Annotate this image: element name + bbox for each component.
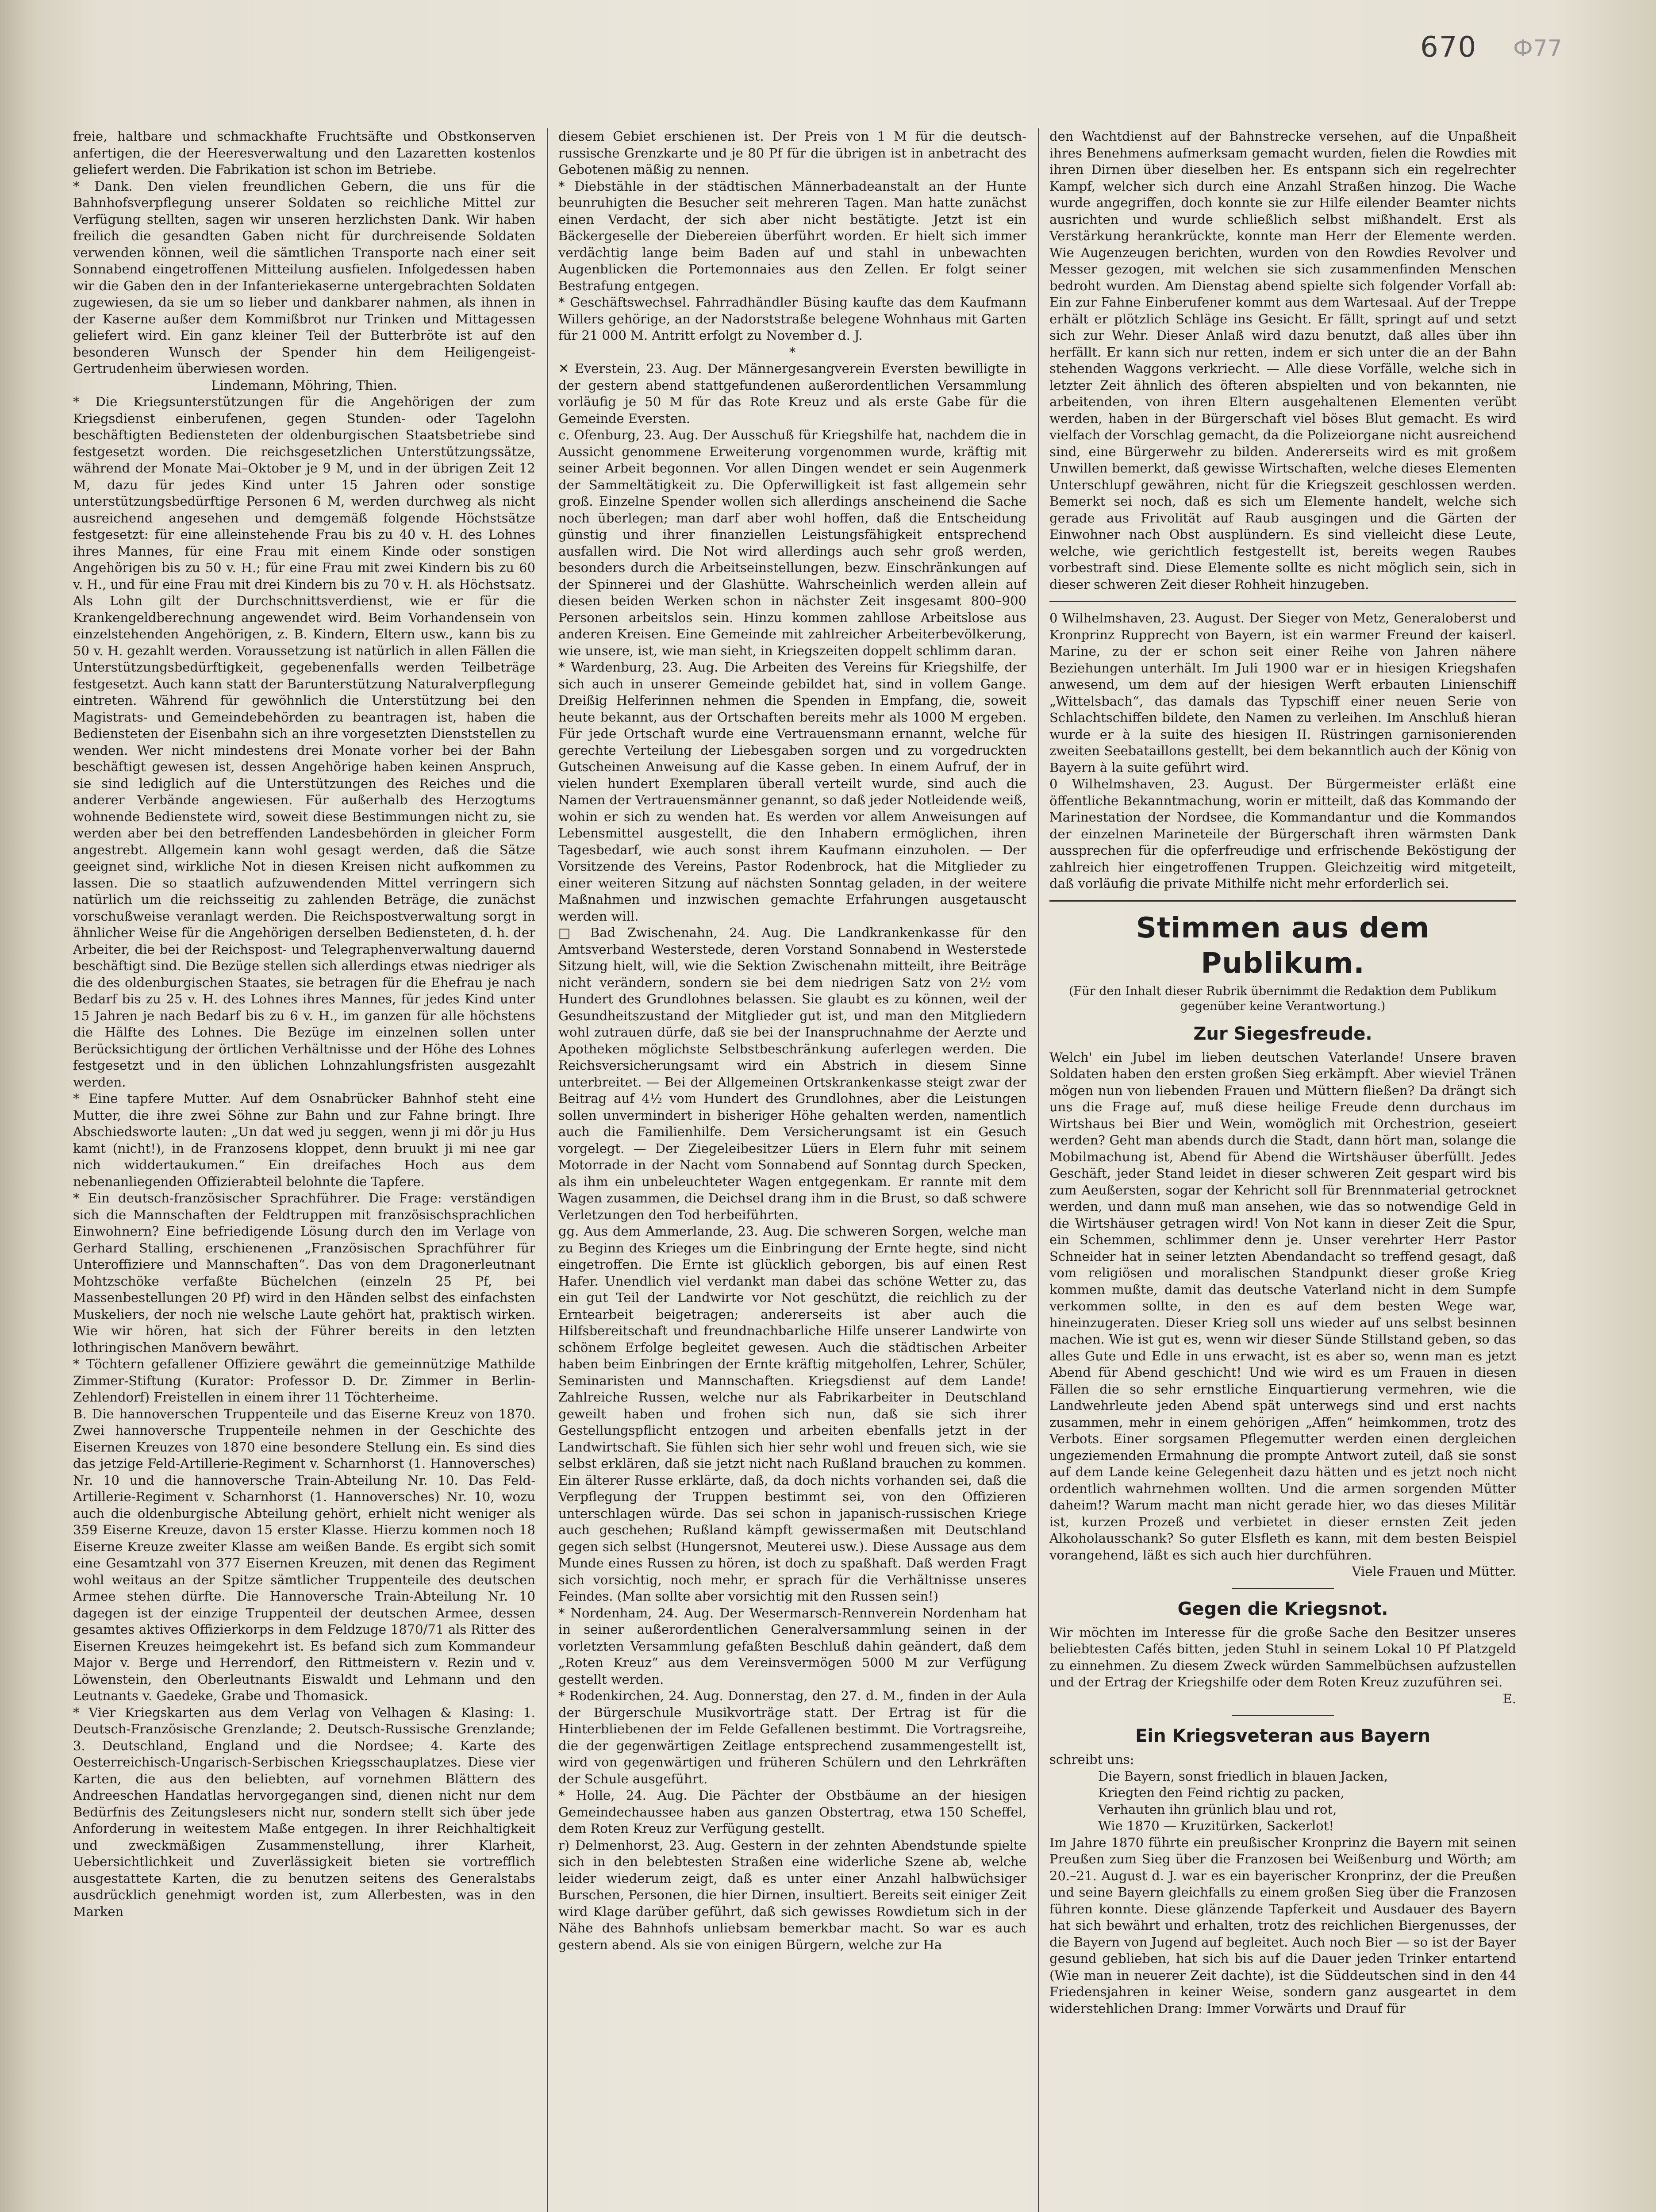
article-paragraph: c. Ofenburg, 23. Aug. Der Ausschuß für Kriegshilfe hat, nachdem die in Aussicht genommene Erweiterung vorgenommen wurde, kräftig mit seiner Arbeit begonnen. Vor allen Dingen wendet er sein Augenmerk der Sammeltätigkeit zu. Die Opferwilligkeit ist fast allgemein sehr groß. Einzelne Spender wollen sich allerdings anscheinend die Sache noch überlegen; man darf aber wohl hoffen, daß die Entscheidung günstig und ihrer finanziellen Leistungsfähigkeit entsprechend ausfallen wird. Die Not wird allerdings auch sehr groß werden, besonders durch die Arbeitseinstellungen, bezw. Einschränkungen auf der Spinnerei und der Glashütte. Wahrscheinlich werden allein auf diesen beiden Werken schon in nächster Zeit insgesamt 800–900 Personen arbeitslos sein. Hinzu kommen zahllose Arbeitslose aus anderen Kreisen. Eine Gemeinde mit zahlreicher Arbeiterbevölkerung, wie unsere, ist, wie man sieht, in Kriegszeiten doppelt schlimm daran. (558, 427, 1026, 658)
article-paragraph: diesem Gebiet erschienen ist. Der Preis von 1 M für die deutsch-russische Grenzkarte und je 80 Pf für die übrigen ist in anbetracht des Gebotenen mäßig zu nennen. (558, 129, 1026, 177)
article-paragraph: * Rodenkirchen, 24. Aug. Donnerstag, den 27. d. M., finden in der Aula der Bürgerschule Musikvorträge statt. Der Ertrag ist für die Hinterbliebenen der im Felde Gefallenen bestimmt. Die Vortragsreihe, die der gegenwärtigen Zeitlage entsprechend zusammengestellt ist, wird von gegenwärtigen und früheren Schülern und den Lehrkräften der Schule ausgeführt. (558, 1688, 1026, 1786)
poem-line: Die Bayern, sonst friedlich in blauen Jacken, (1098, 1768, 1388, 1784)
page-gutter-shadow (0, 0, 40, 2212)
article-paragraph: □ Bad Zwischenahn, 24. Aug. Die Landkrankenkasse für den Amtsverband Westerstede, deren Vorstand Sonnabend in Westerstede Sitzung hielt, will, wie die Sektion Zwischenahn mitteilt, ihre Beiträge nicht verändern, sondern sie bei dem niedrigen Satz von 2½ vom Hundert des Grundlohnes belassen. Sie glaubt es zu können, weil der Gesundheitszustand der Mitglieder gut ist, und man den Mitgliedern wohl zutrauen dürfe, daß sie bei der Inanspruchnahme der Aerzte und Apotheken möglichste Selbstbeschränkung auferlegen werden. Die Reichsversicherungsamt wird ein Abstrich in diesem Sinne unterbreitet. — Bei der Allgemeinen Ortskrankenkasse steigt zwar der Beitrag auf 4½ vom Hundert des Grundlohnes, aber die Leistungen sollen unvermindert in bisheriger Höhe gehalten werden, namentlich auch die Familienhilfe. Dem Versicherungsamt ist ein Gesuch vorgelegt. — Der Ziegeleibesitzer Lüers in Elern fuhr mit seinem Motorrade in der Nacht vom Sonnabend auf Sonntag durch Specken, als ihm ein unbeleuchteter Wagen entgegenkam. Er rannte mit dem Wagen zusammen, die Deichsel drang ihm in die Brust, so daß schwere Verletzungen den Tod herbeiführten. (558, 925, 1026, 1222)
article-paragraph: * Ein deutsch-französischer Sprachführer. Die Frage: verständigen sich die Mannschaften der Feldtruppen mit französischsprachlichen Einwohnern? Eine befriedigende Lösung durch den im Verlage von Gerhard Stalling, erschienenen „Französischen Sprachführer für Unteroffiziere und Mannschaften“. Das von dem Dragonerleutnant Mohtzschöke verfaßte Büchelchen (einzeln 25 Pf, bei Massenbestellungen 20 Pf) wird in den Händen selbst des einfachsten Muskeliers, der noch nie welsche Laute gehört hat, praktisch wirken. Wie wir hören, hat sich der Führer bereits in den letzten lothringischen Manövern bewährt. (73, 1190, 535, 1355)
article-paragraph: * Eine tapfere Mutter. Auf dem Osnabrücker Bahnhof steht eine Mutter, die ihre zwei Söhne zur Bahn und zur Fahne bringt. Ihre Abschiedsworte lauten: „Un dat wed ju seggen, wenn ji mi dör ju Hus kamt (nicht!), in de Franzosens kloppet, denn bruukt ji mi nee gar nich widdertaukumen.“ Ein dreifaches Hoch aus dem nebenanliegenden Offizierabteil belohnte die Tapfere. (73, 1091, 535, 1189)
section-divider (1049, 900, 1516, 902)
article-paragraph: den Wachtdienst auf der Bahnstrecke versehen, auf die Unpaßheit ihres Benehmens aufmerksam gemacht wurden, fielen die Rowdies mit ihren Dirnen über dieselben her. Es entspann sich ein regelrechter Kampf, welcher sich durch eine Anzahl Straßen hinzog. Die Wache wurde angegriffen, doch konnte sie zur Hilfe eilender Beamter nichts ausrichten und wurde schließlich selbst mißhandelt. Erst als Verstärkung herankrückte, konnte man Herr der Elemente werden. Wie Augenzeugen berichten, wurden von den Rowdies Revolver und Messer gezogen, mit welchen sie sich zusammenfinden Menschen bedroht wurden. Am Dienstag abend spielte sich folgender Vorfall ab: Ein zur Fahne Einberufener kommt aus dem Wartesaal. Auf der Treppe erhält er plötzlich Schläge ins Gesicht. Er fällt, springt auf und setzt sich zur Wehr. Dieser Anlaß wird dazu benutzt, daß alles über ihn herfällt. Er kann sich nur retten, indem er sich unter die an der Bahn stehenden Waggons verkriecht. — Alle diese Vorfälle, welche sich in letzter Zeit ähnlich des öfteren abspielten und von bekannten, nie arbeitenden, von ihren Eltern ausgehaltenen Elementen verübt werden, haben in der Bürgerschaft viel böses Blut gemacht. Es wird vielfach der Vorschlag gemacht, da die Polizeiorgane nicht ausreichend sind, eine Bürgerwehr zu bilden. Andererseits wird es mit großem Unwillen bemerkt, daß gewisse Wirtschaften, welche dieses Elementen Unterschlupf gewähren, nicht für die Kriegszeit geschlossen werden. Bemerkt sei noch, daß es sich um Elemente handelt, welche sich gerade aus Frivolität auf Raub ausgingen und die Gärten der Einwohner nach Obst ausplündern. Es sind vielleicht diese Leute, welche, wie gerichtlich festgestellt ist, bereits wegen Raubes vorbestraft sind. Diese Elemente sollte es nicht möglich sein, sich in dieser schweren Zeit dieser Rohheit hinzugeben. (1049, 129, 1516, 592)
letter-divider (1232, 1588, 1334, 1589)
article-paragraph: r) Delmenhorst, 23. Aug. Gestern in der zehnten Abendstunde spielte sich in den belebtesten Straßen eine widerliche Szene ab, welche leider wiederum zeigt, daß es unter einer Anzahl halbwüchsiger Burschen, Personen, die hier Dirnen, insultiert. Bereits seit einiger Zeit wird Klage darüber geführt, daß sich gewisses Rowdietum sich in der Nähe des Bahnhofs unliebsam bemerkbar macht. So war es auch gestern abend. Als sie von einigen Bürgern, welche zur Ha (558, 1837, 1026, 1952)
poem-line: Kriegten den Feind richtig zu packen, (1098, 1785, 1345, 1800)
article-paragraph: * Diebstähle in der städtischen Männerbadeanstalt an der Hunte beunruhigten die Besucher seit mehreren Tagen. Man hatte zunächst einen Verdacht, der sich aber nicht bestätigte. Jetzt ist ein Bäckergeselle der Diebereien überführt worden. Er hielt sich immer verdächtig lange beim Baden auf und stahl in unbewachten Augenblicken die Portemonnaies aus den Zellen. Er folgt seiner Bestrafung entgegen. (558, 178, 1026, 293)
article-paragraph: ✕ Everstein, 23. Aug. Der Männergesangverein Eversten bewilligte in der gestern abend stattgefundenen außerordentlichen Versammlung vorläufig je 50 M für das Rote Kreuz und als erste Gabe für die Gemeinde Eversten. (558, 361, 1026, 426)
column-rule-right (1038, 128, 1039, 2212)
article-paragraph: * Dank. Den vielen freundlichen Gebern, die uns für die Bahnhofsverpflegung unserer Soldaten so reichliche Mittel zur Verfügung stellten, sagen wir unseren herzlichsten Dank. Wir haben freilich die gesandten Gaben nicht für durchreisende Soldaten verwenden können, weil die sämtlichen Transporte nach einer seit Sonnabend eingetroffenen Mitteilung ausfielen. Infolgedessen haben wir die Gaben den in der Infanteriekaserne untergebrachten Soldaten zugewiesen, da sie um so lieber und dankbarer nahmen, als ihnen in der Kaserne außer dem Kommißbrot nur Trinken und Mittagessen geliefert wird. Ein ganz kleiner Teil der Butterbröte ist auf den besonderen Wunsch der Spender hin dem Heiligengeist-Gertrudenheim überwiesen worden. (73, 178, 535, 376)
letter-title: Ein Kriegsveteran aus Bayern (1135, 1726, 1430, 1746)
column-3 (1049, 128, 1516, 2212)
article-paragraph: * Wardenburg, 23. Aug. Die Arbeiten des Vereins für Kriegshilfe, der sich auch in unserer Gemeinde gebildet hat, sind in vollem Gange. Dreißig Helferinnen nehmen die Spenden in Empfang, die, soweit heute bekannt, aus der Ortschaften bereits mehr als 1000 M ergeben. Für jede Ortschaft wurde eine Vertrauensmann ernannt, welche für gerechte Verteilung der Liebesgaben sorgen und zu vorgedruckten Gutscheinen Anweisung auf die Kasse geben. In einem Aufruf, der in vielen hundert Exemplaren überall verteilt wurde, sind auch die Namen der Vertrauensmänner genannt, so daß jeder Notleidende weiß, wohin er sich zu wenden hat. Es werden vor allem Anweisungen auf Lebensmittel ausgestellt, die den Inhabern ermöglichen, ihren Tagesbedarf, wie auch sonst ihrem Kaufmann einzuholen. — Der Vorsitzende des Vereins, Pastor Rodenbrock, hat die Mitglieder zu einer weiteren Sitzung auf nächsten Sonntag geladen, in der weitere Maßnahmen und inzwischen gemachte Erfahrungen ausgetauscht werden will. (558, 660, 1026, 924)
column-2 (558, 128, 1026, 2212)
letter-title: Gegen die Kriegsnot. (1177, 1598, 1388, 1619)
letter-title: Zur Siegesfreude. (1193, 1023, 1372, 1044)
page-number-faint: Ф77 (1513, 35, 1562, 62)
section-headline: Stimmen aus dem Publikum. (1136, 911, 1430, 980)
page-number: 670 (1420, 31, 1477, 64)
section-asterisk: * (789, 344, 796, 360)
article-paragraph: gg. Aus dem Ammerlande, 23. Aug. Die schweren Sorgen, welche man zu Beginn des Krieges um die Einbringung der Ernte hegte, sind nicht eingetroffen. Die Ernte ist glücklich geborgen, bis auf einen Rest Hafer. Unendlich viel verdankt man dabei das schöne Wetter zu, das ein gut Teil der Landwirte vor Not geschützt, die reichlich zu der Erntearbeit beigetragen; andererseits ist aber auch die Hilfsbereitschaft und freundnachbarliche Hilfe unserer Landwirte von schönem Erfolge begleitet gewesen. Auch die städtischen Arbeiter haben beim Einbringen der Ernte kräftig mitgeholfen, Lehrer, Schüler, Seminaristen und Mannschaften. Kriegsdienst auf dem Lande! Zahlreiche Russen, welche nur als Fabrikarbeiter in Deutschland geweilt haben und frohen sich nun, daß sie sich ihrer Gestellungspflicht entzogen und arbeiten ebenfalls jetzt in der Landwirtschaft. Sie fühlen sich hier sehr wohl und freuen sich, wie sie selbst erklären, daß sie jetzt nicht nach Rußland brauchen zu kommen. Ein älterer Russe erklärte, daß, da doch nichts vorhanden sei, daß die Verpflegung der Truppen bestimmt sei, von den Offizieren unterschlagen würde. Das sei schon in japanisch-russischen Kriege auch geschehen; Rußland kämpft gewissermaßen mit Deutschland gegen sich selbst (Hungersnot, Meuterei usw.). Diese Aussage aus dem Munde eines Russen zu hören, ist doch zu spaßhaft. Daß werden Fragt sich vorsichtig, noch mehr, er sprach für die Verhältnisse unseres Feindes. (Man sollte aber vorsichtig mit den Russen sein!) (558, 1224, 1026, 1604)
article-paragraph: 0 Wilhelmshaven, 23. August. Der Bürgermeister erläßt eine öffentliche Bekanntmachung, worin er mitteilt, daß das Kommando der Marinestation der Nordsee, die Kommandantur und die Kommandos der einzelnen Marineteile der Bürgerschaft ihren wärmsten Dank aussprechen für die opferfreudige und erfrischende Beköstigung der zahlreich hier eingetroffenen Truppen. Gleichzeitig wird mitgeteilt, daß vorläufig die private Mithilfe nicht mehr erforderlich sei. (1049, 776, 1516, 891)
column-rule-left (547, 128, 548, 2212)
letter-paragraph: Welch' ein Jubel im lieben deutschen Vaterlande! Unsere braven Soldaten haben den ersten großen Sieg erkämpft. Aber wieviel Tränen mögen nun von liebenden Frauen und Müttern fließen? Da drängt sich uns die Frage auf, muß diese heilige Freude denn durchaus im Wirtshaus bei Bier und Wein, womöglich mit Orchestrion, geseiert werden? Geht man abends durch die Stadt, dann hört man, solange die Mobilmachung ist, Abend für Abend die Wirtshäuser überfüllt. Jedes Geschäft, jeder Stand leidet in dieser schweren Zeit gespart wird bis zum Aeußersten, sogar der Kehricht soll für Brennmaterial getrocknet werden, und dann muß man ansehen, wie das so notwendige Geld in die Wirtshäuser getragen wird! Von Not kann in dieser Zeit die Spur, ein Schemmen, schlimmer denn je. Unser verehrter Herr Pastor Schneider hat in seiner letzten Abendandacht so treffend gesagt, daß vom religiösen und moralischen Standpunkt dieser große Krieg kommen mußte, damit das deutsche Vaterland nicht in dem Sumpfe verkommen sollte, in den es auf dem besten Wege war, hineinzugeraten. Dieser Krieg soll uns wieder auf uns selbst besinnen machen. Wie ist gut es, wenn wir dieser Sünde Stillstand geben, so das alles Gute und Edle in uns erwacht, ist es aber so, wenn man es jetzt Abend für Abend geschicht! Und wie wird es um Frauen in diesen Fällen die so sehr ernstliche Einquartierung vermehren, wie die Landwehrleute jeden Abend spät unterwegs sind und erst nachts zusammen, mehr in einem gehörigen „Affen“ heimkommen, trotz des Verbots. Einer sorgsamen Pflegemutter werden einen dergleichen ungeziemenden Ermahnung die prompte Antwort zuteil, daß sie sonst auf dem Lande keine Gelegenheit dazu hätten und es jetzt noch nicht ordentlich wahrnehmen wollten. Und die armen sorgenden Mütter daheim!? Warum macht man nicht gerade hier, wo das dieses Militär ist, kurzen Prozeß und verbietet in dieser ernsten Zeit jeden Alkoholausschank? So guter Elsfleth es kann, mit dem besten Beispiel vorangehend, läßt es sich auch hier durchführen. (1049, 1049, 1516, 1563)
article-paragraph: * Die Kriegsunterstützungen für die Angehörigen der zum Kriegsdienst einberufenen, gegen Stunden- oder Tagelohn beschäftigten Bediensteten der oldenburgischen Staatsbetriebe sind festgesetzt worden. Die reichsgesetzlichen Unterstützungssätze, während der Monate Mai–Oktober je 9 M, und in der übrigen Zeit 12 M, dazu für jedes Kind unter 15 Jahren oder sonstige unterstützungsbedürftige Personen 6 M, werden durchweg als nicht ausreichend angesehen und demgemäß folgende Höchstsätze festgesetzt: für eine alleinstehende Frau bis zu 40 v. H. des Lohnes ihres Mannes, für eine Frau mit einem Kinde oder sonstigen Angehörigen bis zu 50 v. H.; für eine Frau mit zwei Kindern bis zu 60 v. H., und für eine Frau mit drei Kindern bis zu 70 v. H. als Höchstsatz. Als Lohn gilt der Durchschnittsverdienst, wie er für die Krankengeldberechnung angewendet wird. Beim Vorhandensein von einzelstehenden Angehörigen, z. B. Kindern, Eltern usw., kann bis zu 50 v. H. gezahlt werden. Voraussetzung ist natürlich in allen Fällen die Unterstützungsbedürftigkeit, gegebenenfalls werden Teilbeträge festgesetzt. Auch kann statt der Barunterstützung Naturalverpflegung eintreten. Während für gewöhnlich die Unterstützung bei den Magistrats- und Gemeindebehörden zu beantragen ist, haben die Bediensteten der Eisenbahn sich an ihre vorgesetzten Dienststellen zu wenden. Wer nicht mindestens drei Monate vorher bei der Bahn beschäftigt gewesen ist, dessen Angehörige haben keinen Anspruch, sie sind lediglich auf die Unterstützungen des Reiches und die anderer Verbände angewiesen. Für außerhalb des Herzogtums wohnende Bedienstete wird, soweit diese Bestimmungen nicht zu, sie werden aber bei den betreffenden Landesbehörden in gleicher Form angestrebt. Allgemein kann wohl gesagt werden, daß die Sätze geeignet sind, wirkliche Not in diesen Kreisen nicht aufkommen zu lassen. Die so staatlich aufzuwendenden Mittel verringern sich natürlich um die reichsseitig zu zahlenden Beträge, die zunächst vorschußweise veranlagt werden. Die Reichspostverwaltung sorgt in ähnlicher Weise für die Angehörigen derselben Bediensteten, d. h. der Arbeiter, die bei der Reichspost- und Telegraphenverwaltung dauernd beschäftigt sind. Die Bezüge stellen sich allerdings etwas niedriger als die des oldenburgischen Staates, sie betragen für die Ehefrau je nach Bedarf bis zu 25 v. H. des Lohnes ihres Mannes, für jedes Kind unter 15 Jahren je nach Bedarf bis zu 6 v. H., im ganzen für alle höchstens die Hälfte des Lohnes. Die Bezüge im einzelnen sollen unter Berücksichtigung der örtlichen Verhältnisse und der Höhe des Lohnes festgesetzt und in den üblichen Lohnzahlungsfristen ausgezahlt werden. (73, 394, 535, 1090)
letter-paragraph: Im Jahre 1870 führte ein preußischer Kronprinz die Bayern mit seinen Preußen zum Sieg über die Franzosen bei Weißenburg und Wörth; am 20.–21. August d. J. war es ein bayerischer Kronprinz, der die Preußen und seine Bayern gleichfalls zu einem großen Sieg über die Franzosen führen konnte. Diese glänzende Tapferkeit und Ausdauer des Bayern hat sich bewährt und erhalten, trotz des reichlichen Biergenusses, der die Bayern von Jugend auf begleitet. Auch noch Bier — so ist der Bayer gesund geblieben, hat sich bis auf die Dauer jeden Trinker entartend (Wie man in neuerer Zeit dachte), ist die Süddeutschen sind in den 44 Friedensjahren in keiner Weise, sondern ganz ausgeartet in dem widerstehlichen Drang: Immer Vorwärts und Drauf für (1049, 1835, 1516, 2016)
letter-signature: E. (1502, 1691, 1516, 1706)
column-3-body (1049, 128, 1516, 2212)
section-disclaimer: (Für den Inhalt dieser Rubrik übernimmt die Redaktion dem Publikum gegenüber keine Verantwortung.) (1068, 984, 1497, 1013)
article-paragraph: * Nordenham, 24. Aug. Der Wesermarsch-Rennverein Nordenham hat in seiner außerordentlichen Generalversammlung seinen in der vorletzten Versammlung gefaßten Beschluß dahin geändert, daß dem „Roten Kreuz“ aus dem Vereinsvermögen 5000 M zur Verfügung gestellt werden. (558, 1605, 1026, 1687)
letter-paragraph: Wir möchten im Interesse für die große Sache den Besitzer unseres beliebtesten Cafés bitten, jeden Stuhl in seinem Lokal 10 Pf Platzgeld zu einnehmen. Zu diesem Zweck würden Sammelbüchsen aufzustellen und der Ertrag der Kriegshilfe oder dem Roten Kreuz zuzuführen sei. (1049, 1624, 1516, 1690)
letter-paragraph: schreibt uns: (1049, 1752, 1134, 1767)
article-paragraph: * Holle, 24. Aug. Die Pächter der Obstbäume an der hiesigen Gemeindechaussee haben aus ganzen Obstertrag, etwa 150 Scheffel, dem Roten Kreuz zur Verfügung gestellt. (558, 1788, 1026, 1836)
article-paragraph: * Vier Kriegskarten aus dem Verlag von Velhagen & Klasing: 1. Deutsch-Französische Grenzlande; 2. Deutsch-Russische Grenzlande; 3. Deutschland, England und die Nordsee; 4. Karte des Oesterreichisch-Ungarisch-Serbischen Kriegsschauplatzes. Diese vier Karten, die aus den beliebten, auf vornehmen Blättern des Andreeschen Handatlas hervorgegangen sind, dienen nicht nur dem Bedürfnis des Zeitungslesers nicht nur, sondern stellt sich über jede Anforderung in weitestem Maße entgegen. In ihrer Reichhaltigkeit und zweckmäßigen Zusammenstellung, ihrer Klarheit, Uebersichtlichkeit und Zuverlässigkeit bieten sie vortrefflich ausgestattete Karten, die zu benutzen seitens des Generalstabs ausdrücklich genehmigt worden ist, zum Allerbesten, was in den Marken (73, 1705, 535, 1919)
article-paragraph: freie, haltbare und schmackhafte Fruchtsäfte und Obstkonserven anfertigen, die der Heeresverwaltung und den Lazaretten kostenlos geliefert werden. Die Fabrikation ist schon im Betriebe. (73, 129, 535, 177)
letter-signature: Viele Frauen und Mütter. (1352, 1564, 1516, 1579)
poem-line: Verhauten ihn grünlich blau und rot, (1098, 1801, 1337, 1817)
poem-line: Wie 1870 — Kruzitürken, Sackerlot! (1098, 1818, 1334, 1833)
column-1 (73, 128, 535, 2212)
letter-divider (1232, 1715, 1334, 1716)
article-paragraph: B. Die hannoverschen Truppenteile und das Eiserne Kreuz von 1870. Zwei hannoversche Truppenteile nehmen in der Geschichte des Eisernen Kreuzes von 1870 eine besondere Stellung ein. Es sind dies das jetzige Feld-Artillerie-Regiment v. Scharnhorst (1. Hannoversches) Nr. 10 und die hannoversche Train-Abteilung Nr. 10. Das Feld-Artillerie-Regiment v. Scharnhorst (1. Hannoversches) Nr. 10, wozu auch die oldenburgische Abteilung gehört, erhielt nicht weniger als 359 Eiserne Kreuze, davon 15 erster Klasse. Hierzu kommen noch 18 Eiserne Kreuze zweiter Klasse am weißen Bande. Es ergibt sich somit eine Gesamtzahl von 377 Eisernen Kreuzen, mit denen das Regiment wohl weitaus an der Spitze sämtlicher Truppenteile des deutschen Armee stehen dürfte. Die Hannoversche Train-Abteilung Nr. 10 dagegen ist der einzige Truppenteil der deutschen Armee, dessen gesamtes aktives Offizierkorps in dem Feldzuge 1870/71 als Ritter des Eisernen Kreuzes heimgekehrt ist. Es befand sich zum Kommandeur Major v. Berge und Herrendorf, den Rittmeistern v. Rezin und v. Löwenstein, den Oberleutnants Eiswaldt und Lehmann und den Leutnants v. Gaedeke, Grabe und Thomasick. (73, 1406, 535, 1703)
article-signature: Lindemann, Möhring, Thien. (211, 377, 397, 393)
article-paragraph: * Töchtern gefallener Offiziere gewährt die gemeinnützige Mathilde Zimmer-Stiftung (Kurator: Professor D. Dr. Zimmer in Berlin-Zehlendorf) Freistellen in einem ihrer 11 Töchterheime. (73, 1356, 535, 1405)
article-paragraph: * Geschäftswechsel. Fahrradhändler Büsing kaufte das dem Kaufmann Willers gehörige, an der Nadorststraße belegene Wohnhaus mit Garten für 21 000 M. Antritt erfolgt zu November d. J. (558, 295, 1026, 343)
section-divider (1049, 601, 1516, 602)
article-paragraph: 0 Wilhelmshaven, 23. August. Der Sieger von Metz, Generaloberst und Kronprinz Rupprecht von Bayern, ist ein warmer Freund der kaiserl. Marine, zu der er schon seit einer Reihe von Jahren nähere Beziehungen unterhält. Im Juli 1900 war er in hiesigen Kriegshafen anwesend, um dem auf der hiesigen Werft erbauten Linienschiff „Wittelsbach“, das damals das Typschiff einer neuen Serie von Schlachtschiffen bildete, den Namen zu verleihen. Im Anschluß hieran wurde er à la suite des hiesigen II. Rüstringen garnisonierenden zweiten Seebataillons gestellt, bei dem bekanntlich auch der König von Bayern à la suite geführt wird. (1049, 611, 1516, 775)
